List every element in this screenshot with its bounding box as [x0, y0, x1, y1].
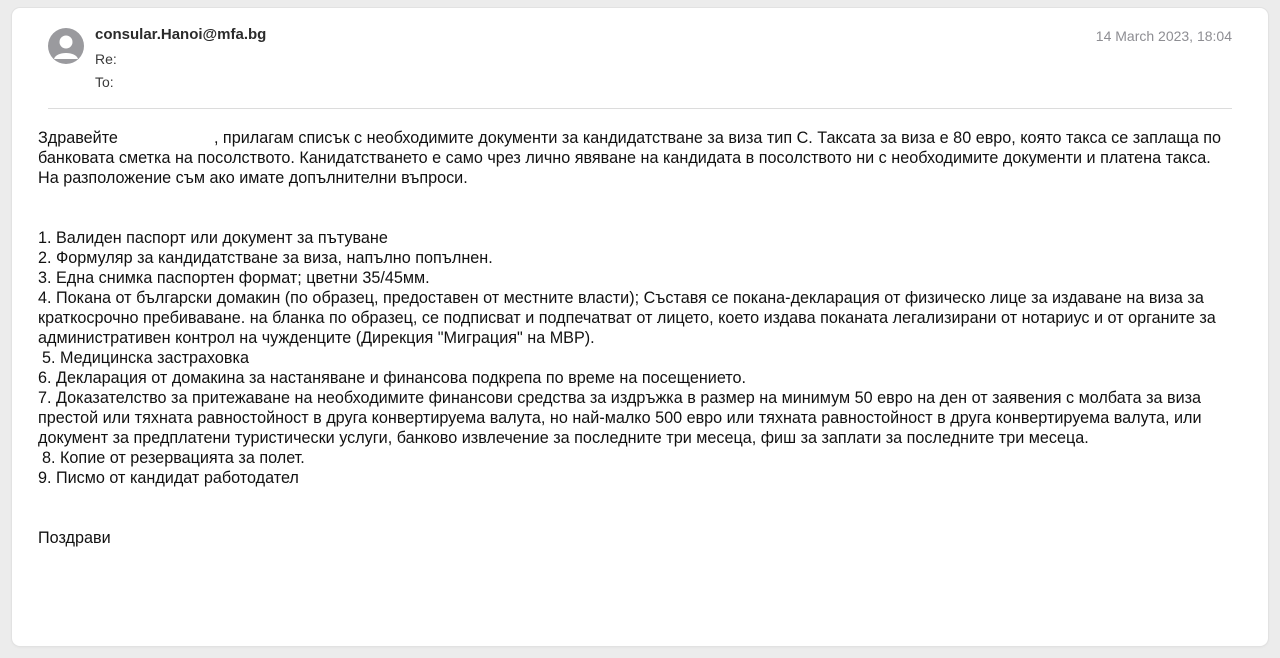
person-avatar-icon[interactable] [48, 28, 84, 64]
spacer [38, 188, 1228, 228]
to-label: To: [95, 74, 114, 90]
email-header [12, 8, 1268, 108]
list-item: 5. Медицинска застраховка [42, 349, 249, 367]
list-item: 4. Покана от български домакин (по образец, предоставен от местните власти); Съставя се покана-декларация от физическо лице за издаване на виза за краткосрочно пребиваване. на бланка по образец, се подписват и подпечатват от лицето, което издава поканата легализирани от нотариус и от органите за административен контрол на чужденците (Дирекция "Миграция" на МВР). [38, 289, 1216, 347]
email-message-view [12, 8, 1268, 646]
intro-paragraph [38, 128, 1228, 188]
message-body [38, 128, 1228, 548]
list-item: 3. Една снимка паспортен формат; цветни 35/45мм. [38, 269, 430, 287]
list-item: 7. Доказателство за притежаване на необходимите финансови средства за издръжка в размер на минимум 50 евро на ден от заявения с молбата за виза престой или тяхната равностойност в друга конвертируема валута, но най-малко 500 евро или тяхната равностойност в друга конвертируема валута, или документ за предплатени туристически услуги, банково извлечение за последните три месеца, фиш за заплати за последните три месеца. [38, 389, 1202, 447]
intro-text: , прилагам списък с необходимите документи за кандидатстване за виза тип С. Таксата за виза е 80 евро, която такса се заплаща по банковата сметка на посолството. Канидатстването е само чрез лично явяване на кандидата в посолството ни с необходимите документи и платена такса. На разположение съм ако имате допълнителни въпроси. [38, 129, 1221, 187]
document-list [38, 228, 1228, 488]
spacer [38, 488, 1228, 528]
sender-address[interactable]: consular.Hanoi@mfa.bg [95, 26, 267, 43]
list-item: 9. Писмо от кандидат работодател [38, 469, 299, 487]
list-item: 2. Формуляр за кандидатстване за виза, напълно попълнен. [38, 249, 493, 267]
closing-text: Поздрави [38, 529, 111, 547]
message-date: 14 March 2023, 18:04 [1095, 28, 1232, 44]
greeting-word: Здравейте [38, 129, 118, 147]
header-divider [48, 108, 1232, 109]
redacted-name [118, 142, 214, 143]
list-item: 6. Декларация от домакина за настаняване и финансова подкрепа по време на посещението. [38, 369, 747, 387]
list-item: 1. Валиден паспорт или документ за пътуване [38, 229, 388, 247]
re-label: Re: [95, 51, 117, 67]
list-item: 8. Копие от резервацията за полет. [42, 449, 305, 467]
